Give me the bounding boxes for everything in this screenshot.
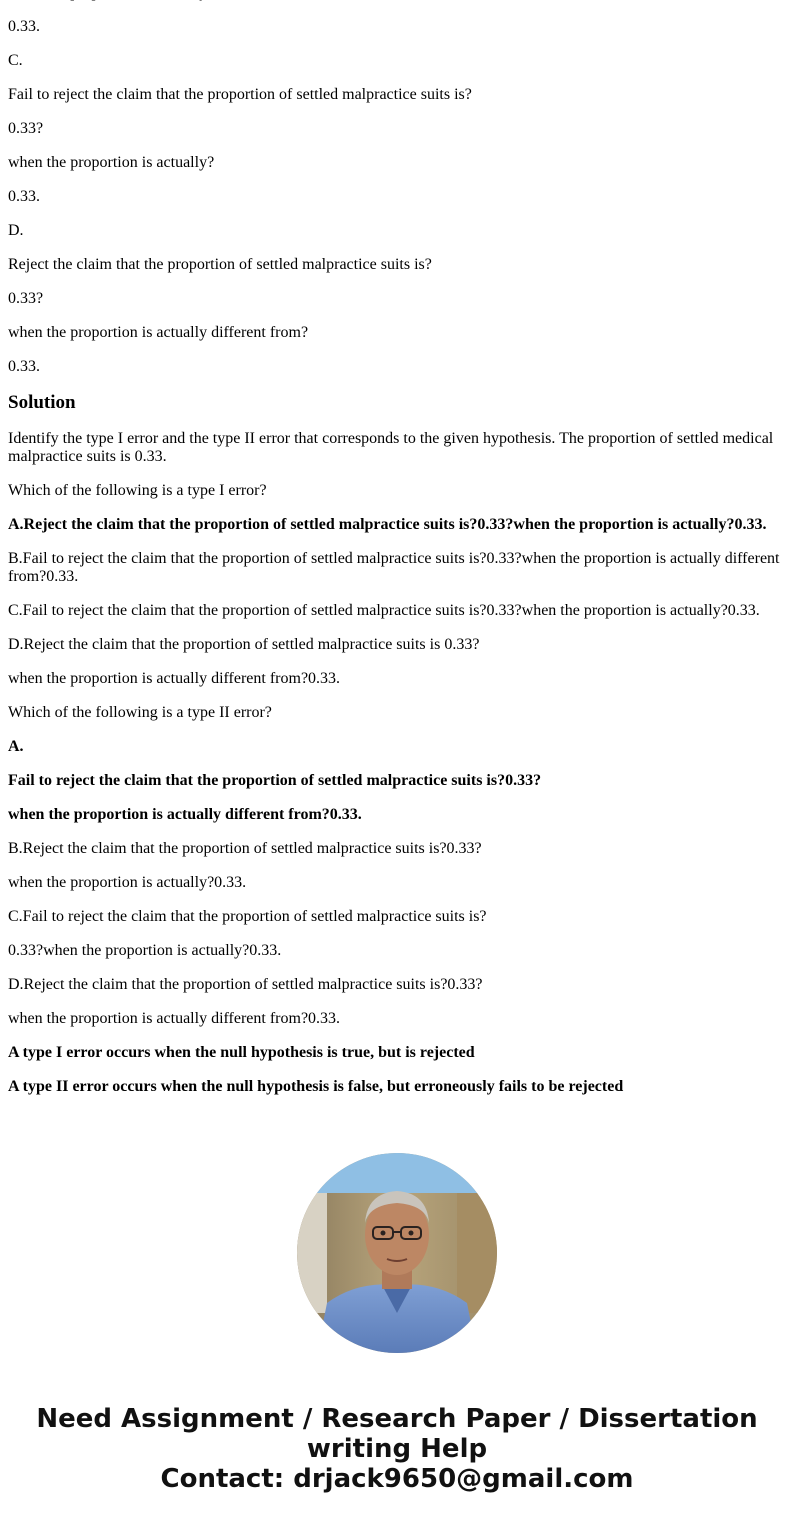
question-option-line: 0.33. (8, 18, 40, 35)
solution-paragraph: Which of the following is a type I error? (8, 482, 267, 499)
solution-paragraph: when the proportion is actually different from?0.33. (8, 670, 341, 687)
question-option-line: C. (8, 52, 23, 69)
promo-line-2: writing Help (306, 1434, 488, 1464)
solution-paragraph: C.Fail to reject the claim that the proportion of settled malpractice suits is? (8, 908, 487, 925)
solution-paragraph: Identify the type I error and the type II error that corresponds to the given hypothesis. The proportion of settled medical malpractice suits is 0.33. (8, 430, 774, 465)
solution-paragraph: Fail to reject the claim that the proportion of settled malpractice suits is?0.33? (8, 772, 542, 789)
question-option-line: Reject the claim that the proportion of settled malpractice suits is? (8, 256, 432, 273)
solution-paragraph: D.Reject the claim that the proportion of settled malpractice suits is 0.33? (8, 636, 480, 653)
solution-paragraph: when the proportion is actually?0.33. (8, 874, 247, 891)
question-option-line (8, 0, 780, 2)
author-avatar (297, 1153, 497, 1353)
solution-paragraph: B.Fail to reject the claim that the proportion of settled malpractice suits is?0.33?when the proportion is actually different from?0.33. (8, 550, 780, 585)
solution-paragraph: A.Reject the claim that the proportion of settled malpractice suits is?0.33?when the proportion is actually?0.33. (8, 516, 767, 533)
question-options (8, 0, 780, 376)
solution-paragraph: A type I error occurs when the null hypothesis is true, but is rejected (8, 1044, 475, 1061)
solution-paragraph: when the proportion is actually different from?0.33. (8, 1010, 341, 1027)
question-option-line: D. (8, 222, 24, 239)
question-option-line: 0.33? (8, 120, 44, 137)
question-option-line: 0.33? (8, 290, 44, 307)
solution-paragraph: A type II error occurs when the null hypothesis is false, but erroneously fails to be rejected (8, 1078, 624, 1095)
solution-paragraph: when the proportion is actually different from?0.33. (8, 806, 362, 823)
question-option-line: 0.33. (8, 358, 40, 375)
solution-paragraph: B.Reject the claim that the proportion of settled malpractice suits is?0.33? (8, 840, 482, 857)
question-option-line: 0.33. (8, 188, 40, 205)
solution-paragraph: A. (8, 738, 24, 755)
solution-body (8, 430, 780, 1096)
solution-paragraph: D.Reject the claim that the proportion of settled malpractice suits is?0.33? (8, 976, 483, 993)
solution-heading: Solution (8, 392, 76, 413)
promo-line-1: Need Assignment / Research Paper / Dissertation (36, 1404, 758, 1434)
question-option-line: Fail to reject the claim that the proportion of settled malpractice suits is? (8, 86, 472, 103)
solution-paragraph: C.Fail to reject the claim that the proportion of settled malpractice suits is?0.33?when the proportion is actually?0.33. (8, 602, 760, 619)
question-option-line: when the proportion is actually? (8, 154, 215, 171)
promo-contact: Contact: drjack9650@gmail.com (160, 1464, 634, 1494)
author-portrait-icon (297, 1153, 497, 1353)
solution-paragraph: Which of the following is a type II error? (8, 704, 272, 721)
solution-paragraph: 0.33?when the proportion is actually?0.33. (8, 942, 282, 959)
question-option-line: when the proportion is actually different from? (8, 324, 309, 341)
document-body (8, 0, 780, 1112)
promo-banner (0, 1404, 794, 1494)
